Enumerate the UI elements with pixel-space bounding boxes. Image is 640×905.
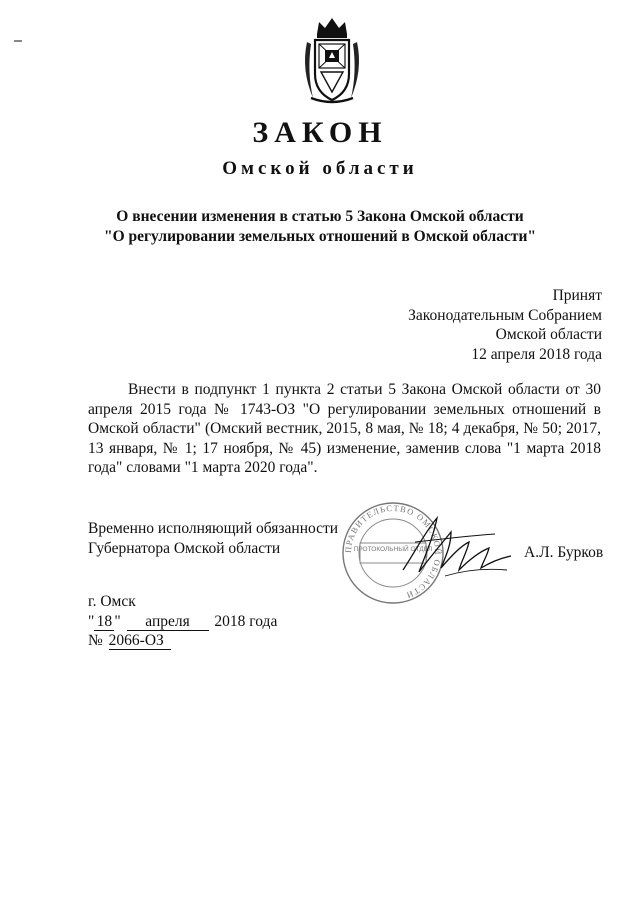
signer-name: А.Л. Бурков bbox=[524, 544, 604, 561]
adoption-line-2: Законодательным Собранием bbox=[408, 306, 602, 324]
city: г. Омск bbox=[88, 593, 136, 610]
date-day: 18 bbox=[94, 613, 114, 631]
adoption-date: 12 апреля 2018 года bbox=[471, 345, 602, 363]
adoption-block bbox=[408, 286, 602, 364]
adoption-line-3: Омской области bbox=[495, 326, 602, 343]
place-date-number bbox=[88, 592, 277, 651]
law-heading-line-2: "О регулировании земельных отношений в Омской области" bbox=[103, 228, 537, 245]
document-title: ЗАКОН bbox=[252, 116, 388, 149]
scan-mark bbox=[14, 40, 22, 42]
number-sign: № bbox=[88, 632, 103, 649]
adoption-line-1: Принят bbox=[552, 287, 602, 304]
coat-of-arms-icon bbox=[297, 12, 367, 108]
date-line bbox=[88, 612, 277, 632]
law-body bbox=[88, 380, 601, 478]
document-subtitle: Омской области bbox=[222, 158, 418, 179]
signer-position-line-2: Губернатора Омской области bbox=[88, 539, 281, 557]
signer-position-line-1: Временно исполняющий обязанности bbox=[88, 520, 339, 537]
handwritten-signature-icon bbox=[395, 512, 515, 582]
date-year: 2018 года bbox=[214, 612, 278, 630]
seal-ring-text: ПРАВИТЕЛЬСТВО ОМСКОЙ ОБЛАСТИ bbox=[342, 502, 444, 601]
date-quote-open: " bbox=[88, 612, 95, 630]
seal-center-text: ПРОТОКОЛЬНЫЙ ОТДЕЛ bbox=[353, 546, 433, 553]
law-heading-line-1: О внесении изменения в статью 5 Закона Омской области bbox=[116, 208, 524, 225]
city-line bbox=[88, 592, 277, 612]
number-line bbox=[88, 631, 277, 651]
law-number: 2066-ОЗ bbox=[109, 632, 171, 650]
signer-position bbox=[88, 519, 338, 558]
law-heading bbox=[0, 207, 640, 247]
date-quote-close: " bbox=[114, 612, 121, 630]
date-month: апреля bbox=[127, 613, 209, 631]
law-body-paragraph: Внести в подпункт 1 пункта 2 статьи 5 Закона Омской области от 30 апреля 2015 года № 1743-ОЗ "О регулировании земельных отношений в Омской области" (Омский вестник, 2015, 8 мая, № 18; 4 декабря, № 50; 2017, 13 января, № 1; 17 ноября, № 45) изменение, заменив слова "1 марта 2018 года" словами "1 марта 2020 года". bbox=[88, 381, 601, 476]
